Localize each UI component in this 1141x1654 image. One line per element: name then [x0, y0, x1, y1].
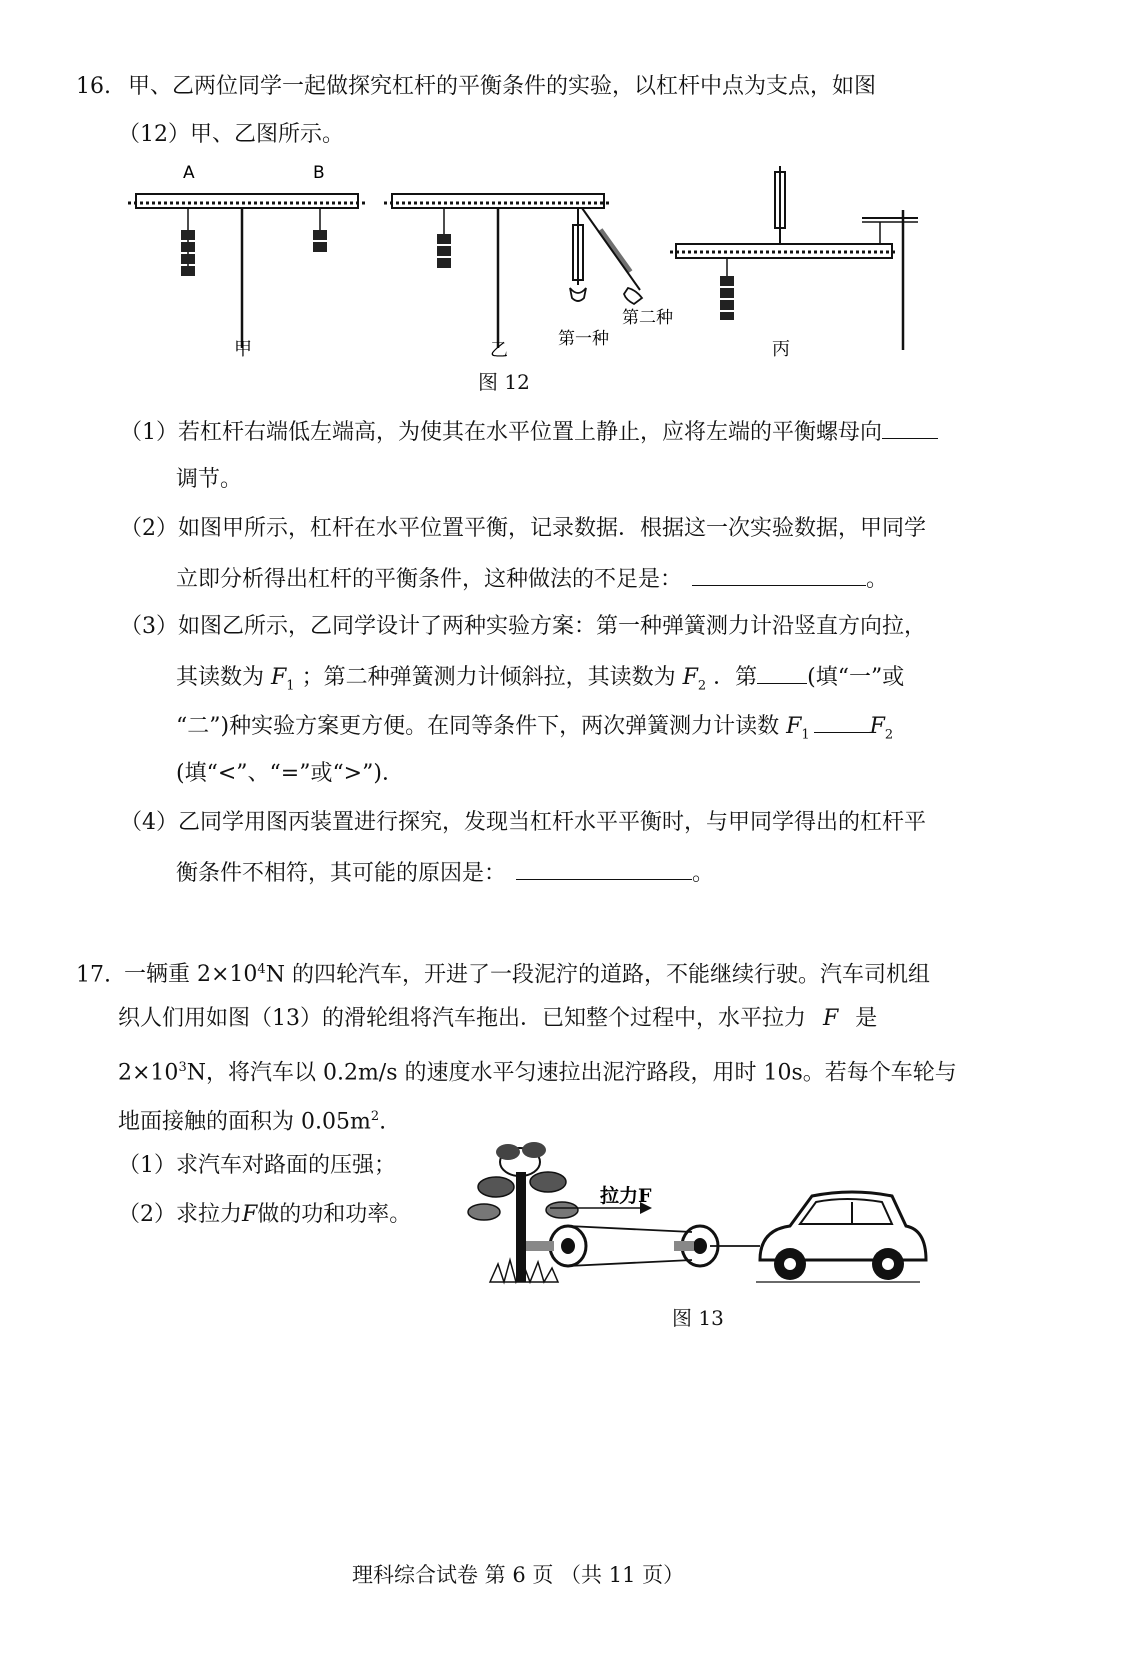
fig12-label-first: 第一种 [558, 329, 609, 349]
figure-13-caption: 图 13 [672, 1306, 724, 1330]
q16-part1-line2: 调节。 [176, 467, 243, 492]
symbol-f2-b: F [869, 714, 885, 739]
q17-sub2b: 做的功和功率。 [257, 1202, 412, 1227]
q16-part3-l2a: 其读数为 [176, 665, 265, 690]
q16-part3-l2b: ；第二种弹簧测力计倾斜拉，其读数为 [301, 665, 676, 690]
q16-number: 16. [76, 74, 111, 99]
q16-stem-line2: （12）甲、乙图所示。 [118, 122, 344, 147]
q17-line1 [76, 955, 930, 990]
subscript-1: 1 [286, 678, 295, 694]
q16-part2-line1: （2）如图甲所示，杠杆在水平位置平衡，记录数据．根据这一次实验数据，甲同学 [120, 516, 926, 541]
q16-part2-end: 。 [866, 567, 889, 592]
fig12-label-second: 第二种 [622, 308, 673, 328]
q17-number: 17. [76, 962, 111, 988]
q16-stem-line1 [76, 72, 876, 102]
symbol-f2: F [682, 665, 698, 690]
q17-sub1: （1）求汽车对路面的压强； [118, 1153, 396, 1178]
q16-part4-text: 衡条件不相符，其可能的原因是： [176, 861, 507, 886]
q16-part3-l3a: “二”)种实验方案更方便。在同等条件下，两次弹簧测力计读数 [176, 714, 780, 739]
q16-part3-line3 [176, 710, 893, 750]
subscript-2-b: 2 [884, 727, 894, 743]
weights-left-yi [437, 208, 451, 268]
tree [468, 1142, 578, 1282]
force-label: 拉力F [600, 1185, 652, 1207]
q16-part3-line4: (填“<”、“=”或“>”)． [176, 761, 404, 786]
q17-line4 [118, 1102, 386, 1137]
weights-right-jia [313, 208, 327, 252]
q16-part2-line2 [176, 563, 888, 595]
q17-sub2a: （2）求拉力 [118, 1202, 242, 1227]
answer-blank-1[interactable] [882, 416, 938, 439]
symbol-f-b: F [242, 1202, 258, 1227]
fig12-label-b: B [313, 163, 325, 183]
fig12-label-yi: 乙 [490, 340, 508, 361]
q16-part1-line1 [120, 416, 938, 448]
q17-l4a: 地面接触的面积为 0.05m [118, 1109, 371, 1135]
spring-scale-top [775, 166, 785, 244]
q17-l2a: 织人们用如图（13）的滑轮组将汽车拖出．已知整个过程中，水平拉力 [118, 1006, 806, 1031]
weights-left-jia [181, 208, 195, 276]
q16-part3-line2 [176, 661, 904, 701]
q17-l3a: 2×10 [118, 1060, 179, 1086]
lever-jia [128, 163, 366, 360]
subscript-1-b: 1 [801, 727, 810, 743]
figure-13 [460, 1132, 930, 1292]
q16-part2-text: 立即分析得出杠杆的平衡条件，这种做法的不足是： [176, 567, 683, 592]
support-stand [862, 210, 918, 350]
q17-l4b: . [379, 1109, 387, 1135]
subscript-2: 2 [697, 678, 707, 694]
fig12-label-a: A [183, 163, 195, 183]
fig12-label-jia: 甲 [234, 339, 252, 360]
q17-line2 [118, 1004, 877, 1034]
q16-stem-text1: 甲、乙两位同学一起做探究杠杆的平衡条件的实验，以杠杆中点为支点，如图 [128, 74, 877, 99]
answer-blank-3[interactable] [757, 661, 807, 684]
q16-part4-end: 。 [692, 861, 715, 886]
weights-bing [720, 258, 734, 320]
exp-2: 2 [370, 1109, 380, 1124]
q17-l3b: N，将汽车以 0.2m/s 的速度水平匀速拉出泥泞路段，用时 10s。若每个车轮与 [186, 1060, 957, 1086]
symbol-f: F [823, 1006, 839, 1031]
spring-scale-first [570, 208, 586, 301]
spring-scale-second [582, 208, 642, 304]
q17-l1a: 一辆重 2×10 [124, 962, 258, 988]
car [756, 1192, 926, 1282]
q17-sub2 [118, 1200, 411, 1230]
lever-yi [384, 194, 673, 361]
q17-line3 [118, 1053, 957, 1088]
q16-part4-line1: （4）乙同学用图丙装置进行探究，发现当杠杆水平平衡时，与甲同学得出的杠杆平 [120, 810, 926, 835]
q17-l2b: 是 [855, 1006, 878, 1031]
q16-part1-text: （1）若杠杆右端低左端高，为使其在水平位置上静止，应将左端的平衡螺母向 [120, 420, 882, 445]
lever-bing [670, 166, 918, 360]
answer-blank-2[interactable] [692, 563, 866, 586]
exp-4: 4 [257, 962, 266, 977]
answer-blank-5[interactable] [516, 857, 692, 880]
symbol-f1-b: F [786, 714, 802, 739]
fig12-label-bing: 丙 [772, 339, 790, 360]
symbol-f1: F [271, 665, 287, 690]
q16-part3-line1: （3）如图乙所示，乙同学设计了两种实验方案：第一种弹簧测力计沿竖直方向拉， [120, 614, 926, 639]
q17-l1b: N 的四轮汽车，开进了一段泥泞的道路，不能继续行驶。汽车司机组 [265, 962, 930, 988]
fixed-pulley [526, 1226, 586, 1266]
answer-blank-4[interactable] [814, 710, 870, 733]
q16-part4-line2 [176, 857, 714, 889]
page-footer: 理科综合试卷 第 6 页 （共 11 页） [352, 1563, 685, 1587]
exp-3: 3 [178, 1060, 187, 1075]
q16-part3-l2d: (填“一”或 [807, 665, 905, 690]
q16-part3-l2c: ．第 [713, 665, 758, 690]
figure-12-caption: 图 12 [478, 370, 530, 394]
figure-12 [0, 160, 1141, 560]
